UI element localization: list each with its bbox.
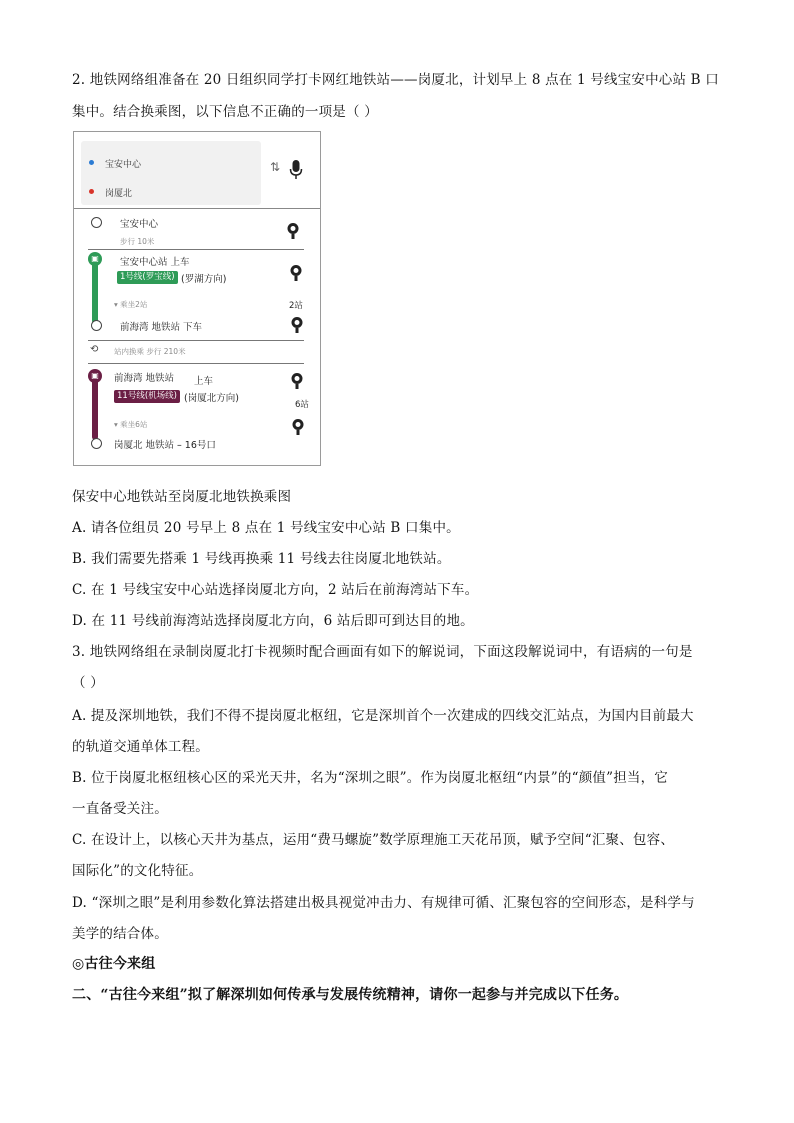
station-marker-icon[interactable] — [290, 316, 304, 334]
station-marker-icon[interactable] — [291, 418, 305, 436]
q3-option-d-line1: D. “深圳之眼”是利用参数化算法搭建出极具视觉冲击力、有规律可循、汇聚包容的空间形态，是科学与 — [72, 895, 695, 911]
start-station: 宝安中心 — [120, 219, 159, 230]
q2-option-b: B. 我们需要先搭乘 1 号线再换乘 11 号线去往岗厦北地铁站。 — [72, 551, 451, 567]
board2-station: 前海湾 地铁站 — [114, 373, 175, 384]
board1-station: 宝安中心站 上车 — [120, 257, 190, 268]
train-icon: ▣ — [88, 369, 102, 383]
step-divider — [88, 340, 304, 341]
ride-stops-2-label: 乘坐6站 — [120, 420, 148, 429]
q3-option-c-line2: 国际化”的文化特征。 — [72, 863, 203, 879]
line11-direction: (岗厦北方向) — [184, 393, 239, 404]
line1-badge[interactable]: 1号线(罗宝线) — [117, 271, 178, 284]
q3-option-a-line1: A. 提及深圳地铁，我们不得不提岗厦北枢纽，它是深圳首个一次建成的四线交汇站点，为国内目前最大 — [72, 708, 694, 724]
ride-stops-1[interactable]: ▾ 乘坐2站 — [114, 300, 148, 309]
q3-option-d-line2: 美学的结合体。 — [72, 926, 168, 942]
panel-divider — [74, 208, 320, 209]
line11-track — [92, 374, 98, 440]
step-divider — [88, 363, 304, 364]
q3-stem-line2: （ ） — [72, 675, 104, 691]
stop-count-1: 2站 — [289, 301, 303, 311]
transfer-walk: 站内换乘 步行 210米 — [114, 347, 186, 356]
q3-option-a-line2: 的轨道交通单体工程。 — [72, 739, 209, 755]
microphone-icon[interactable] — [289, 159, 303, 181]
step-divider — [88, 249, 304, 250]
transfer-map — [73, 131, 321, 466]
end-node-icon — [91, 438, 102, 449]
q2-option-c: C. 在 1 号线宝安中心站选择岗厦北方向，2 站后在前海湾站下车。 — [72, 582, 479, 598]
q2-option-d: D. 在 11 号线前海湾站选择岗厦北方向，6 站后即可到达目的地。 — [72, 613, 474, 629]
section-marker: ◎古往今来组 — [72, 956, 156, 972]
start-node-icon — [91, 217, 102, 228]
origin-dot-icon — [89, 160, 94, 165]
q2-stem-line2: 集中。结合换乘图，以下信息不正确的一项是（ ） — [72, 104, 378, 120]
stop-count-2: 6站 — [295, 400, 309, 410]
end-station: 岗厦北 地铁站 – 16号口 — [114, 440, 216, 451]
transfer-icon: ⟲ — [90, 344, 99, 355]
origin-field[interactable]: 宝安中心 — [105, 160, 142, 170]
swap-icon[interactable]: ⇅ — [270, 160, 281, 174]
ride-stops-1-label: 乘坐2站 — [120, 300, 148, 309]
section-title: 二、“古往今来组”拟了解深圳如何传承与发展传统精神，请你一起参与并完成以下任务。 — [72, 987, 629, 1003]
alight1-node-icon — [91, 320, 102, 331]
q3-option-b-line1: B. 位于岗厦北枢纽核心区的采光天井，名为“深圳之眼”。作为岗厦北枢纽“内景”的“颜值”担当，它 — [72, 770, 669, 786]
train-icon: ▣ — [88, 252, 102, 266]
line1-direction: (罗湖方向) — [181, 274, 227, 285]
q3-option-c-line1: C. 在设计上，以核心天井为基点，运用“费马螺旋”数学原理施工天花吊顶，赋予空间“汇聚、包容、 — [72, 832, 675, 848]
destination-field[interactable]: 岗厦北 — [105, 189, 133, 199]
station-marker-icon[interactable] — [286, 222, 300, 240]
station-marker-icon[interactable] — [290, 372, 304, 390]
q2-stem-line1: 2. 地铁网络组准备在 20 日组织同学打卡网红地铁站——岗厦北，计划早上 8 点在 1 号线宝安中心站 B 口 — [72, 72, 719, 88]
route-search-panel[interactable] — [81, 141, 261, 205]
q2-option-a: A. 请各位组员 20 号早上 8 点在 1 号线宝安中心站 B 口集中。 — [72, 520, 460, 536]
destination-dot-icon — [89, 189, 94, 194]
ride-stops-2[interactable]: ▾ 乘坐6站 — [114, 420, 148, 429]
station-marker-icon[interactable] — [289, 264, 303, 282]
map-caption: 保安中心地铁站至岗厦北地铁换乘图 — [72, 489, 292, 505]
alight1-station: 前海湾 地铁站 下车 — [120, 322, 203, 333]
q3-stem-line1: 3. 地铁网络组在录制岗厦北打卡视频时配合画面有如下的解说词，下面这段解说词中，有语病的一句是 — [72, 644, 693, 660]
board2-action: 上车 — [194, 376, 214, 387]
q3-option-b-line2: 一直备受关注。 — [72, 801, 168, 817]
walk-distance-1: 步行 10米 — [120, 237, 155, 246]
line11-badge[interactable]: 11号线(机场线) — [114, 390, 180, 403]
line1-track — [92, 258, 98, 324]
